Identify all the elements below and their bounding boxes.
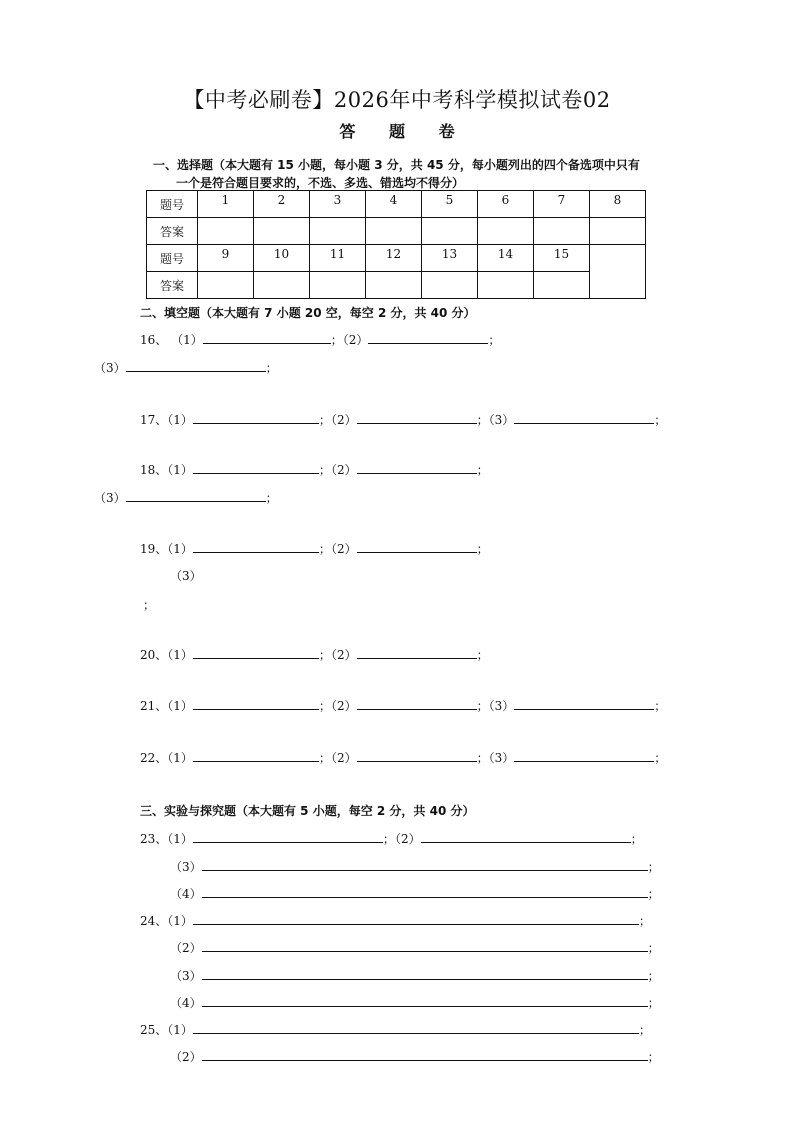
answer-blank[interactable] [421,830,631,843]
subtitle-char: 卷 [438,122,455,141]
answer-blank[interactable] [126,359,266,372]
question-number-cell: 1 [198,191,254,218]
answer-cell[interactable] [422,272,478,299]
question-number-cell: 6 [478,191,534,218]
question-24-line2: （2） ； [170,941,660,955]
answer-blank[interactable] [193,830,383,843]
question-20-line: 20、（1） ；（2） ； [140,648,489,662]
answer-cell[interactable] [534,272,590,299]
table-row [147,245,646,272]
answer-table [146,190,646,299]
question-number-cell: 10 [254,245,310,272]
answer-blank[interactable] [193,540,319,553]
answer-cell[interactable] [366,272,422,299]
answer-blank[interactable] [193,646,319,659]
question-19-line2: （3） [170,569,202,583]
answer-blank[interactable] [202,967,648,980]
answer-blank[interactable] [193,912,639,925]
question-23-line2: （3） ； [170,860,660,874]
answer-blank[interactable] [193,749,319,762]
page-title: 【中考必刷卷】2026年中考科学模拟试卷02 [183,88,611,112]
question-18-line2: （3） ； [94,491,278,505]
answer-blank[interactable] [514,697,654,710]
answer-blank[interactable] [203,331,331,344]
question-number-cell: 11 [310,245,366,272]
answer-cell[interactable] [534,218,590,245]
answer-blank[interactable] [126,489,266,502]
question-17-line: 17、（1） ；（2） ；（3） ； [140,413,667,427]
answer-cell[interactable] [198,272,254,299]
section1-heading-line1: 一、选择题（本大题有 15 小题，每小题 3 分，共 45 分，每小题列出的四个备选项中只有 [153,158,640,172]
question-number-cell: 3 [310,191,366,218]
row-label: 答案 [147,272,198,299]
question-25-line2: （2） ； [170,1050,660,1064]
question-21-line: 21、（1） ；（2） ；（3） ； [140,699,667,713]
question-24-line1: 24、（1） ； [140,914,651,928]
question-23-line3: （4） ； [170,887,660,901]
answer-blank[interactable] [368,331,488,344]
empty-cell [590,245,646,299]
answer-blank[interactable] [357,411,477,424]
table-row [147,218,646,245]
answer-blank[interactable] [357,697,477,710]
question-number-cell: 15 [534,245,590,272]
answer-blank[interactable] [193,411,319,424]
question-number-cell: 4 [366,191,422,218]
question-22-line: 22、（1） ；（2） ；（3） ； [140,751,667,765]
answer-blank[interactable] [202,885,648,898]
question-16-line1: 16、 （1） ；（2） ； [140,333,501,347]
question-25-line1: 25、（1） ； [140,1023,651,1037]
question-number-cell: 14 [478,245,534,272]
question-number-cell: 8 [590,191,646,218]
question-23-line1: 23、（1） ；（2） ； [140,832,643,846]
answer-blank[interactable] [202,939,648,952]
question-number-cell: 7 [534,191,590,218]
section1-heading-line2: 一个是符合题目要求的，不选、多选、错选均不得分） [176,176,465,190]
question-16-line2: （3） ； [94,361,278,375]
answer-blank[interactable] [202,1048,648,1061]
question-24-line3: （3） ； [170,969,660,983]
answer-blank[interactable] [193,461,319,474]
question-24-line4: （4） ； [170,996,660,1010]
answer-blank[interactable] [357,646,477,659]
section3-heading: 三、实验与探究题（本大题有 5 小题，每空 2 分，共 40 分） [140,804,475,818]
answer-blank[interactable] [202,994,648,1007]
answer-blank[interactable] [202,858,648,871]
answer-cell[interactable] [254,272,310,299]
subtitle-char: 题 [388,122,405,141]
question-18-line1: 18、（1） ；（2） ； [140,463,489,477]
answer-blank[interactable] [514,411,654,424]
question-19-line3: ； [143,598,156,612]
answer-cell[interactable] [366,218,422,245]
answer-cell[interactable] [310,272,366,299]
row-label: 题号 [147,191,198,218]
row-label: 题号 [147,245,198,272]
page-subtitle [0,119,794,142]
answer-cell[interactable] [478,272,534,299]
question-number-cell: 2 [254,191,310,218]
answer-cell[interactable] [422,218,478,245]
table-row [147,272,646,299]
answer-blank[interactable] [193,697,319,710]
answer-cell[interactable] [254,218,310,245]
question-number-cell: 9 [198,245,254,272]
section2-heading: 二、填空题（本大题有 7 小题 20 空，每空 2 分，共 40 分） [140,306,476,320]
table-row [147,191,646,218]
answer-cell[interactable] [478,218,534,245]
answer-blank[interactable] [357,540,477,553]
question-number-cell: 13 [422,245,478,272]
answer-blank[interactable] [193,1021,639,1034]
answer-cell[interactable] [590,218,646,245]
subtitle-char: 答 [339,122,356,141]
answer-blank[interactable] [514,749,654,762]
answer-blank[interactable] [357,461,477,474]
row-label: 答案 [147,218,198,245]
question-number-cell: 5 [422,191,478,218]
answer-cell[interactable] [198,218,254,245]
answer-cell[interactable] [310,218,366,245]
answer-blank[interactable] [357,749,477,762]
question-19-line1: 19、（1） ；（2） ； [140,542,489,556]
question-number-cell: 12 [366,245,422,272]
